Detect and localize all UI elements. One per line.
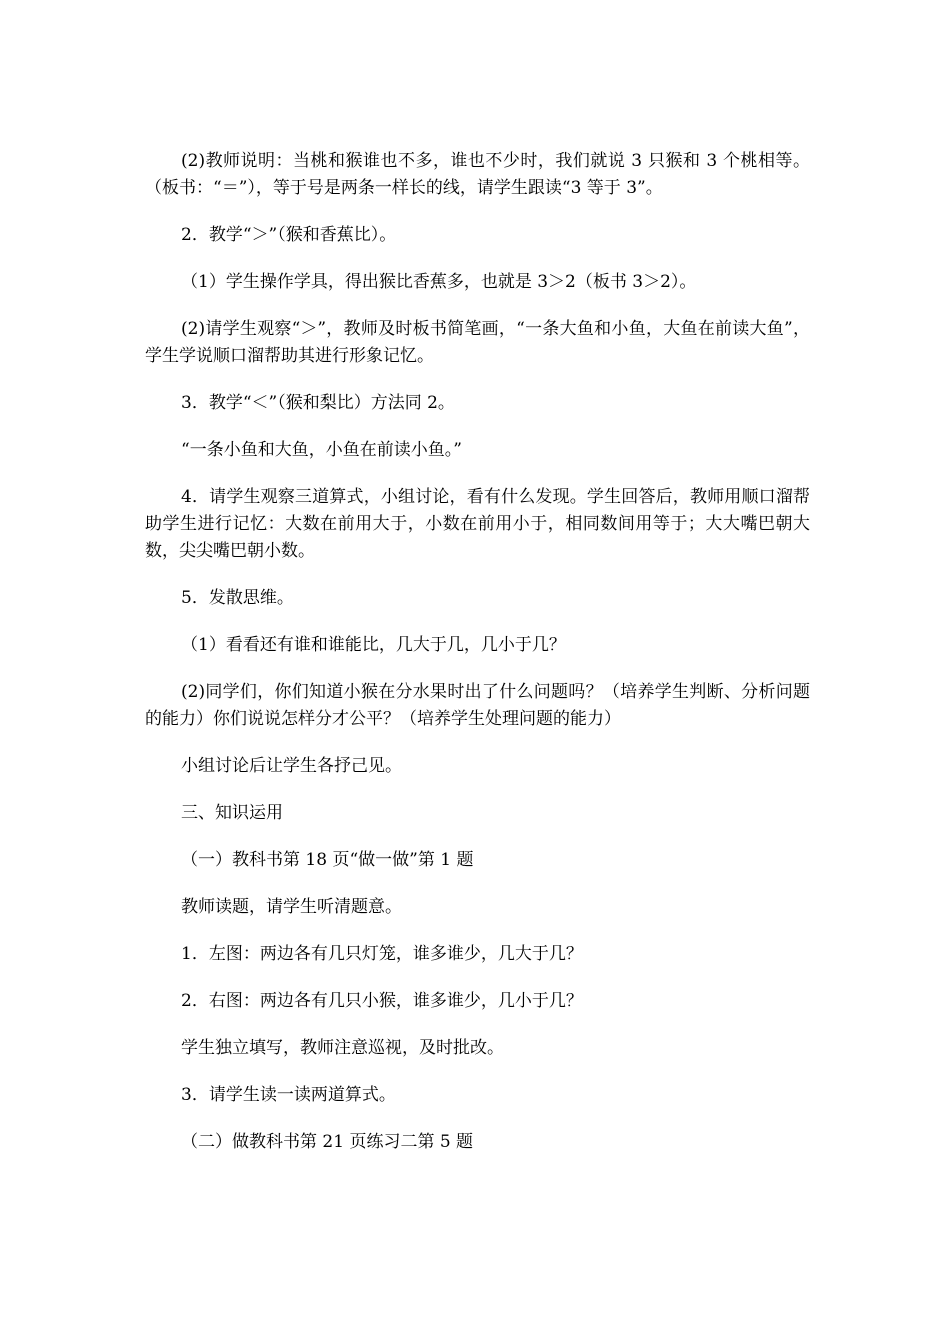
paragraph-small-fish-rhyme: “一条小鱼和大鱼，小鱼在前读小鱼。” — [181, 440, 462, 460]
paragraph-textbook-page-21: （二）做教科书第 21 页练习二第 5 题 — [181, 1132, 474, 1152]
paragraph-observe-three-equations: 4．请学生观察三道算式，小组讨论，看有什么发现。学生回答后，教师用顺口溜帮助学生进行记忆：大数在前用大于，小数在前用小于，相同数间用等于；大大嘴巴朝大数，尖尖嘴巴朝小数。 — [145, 487, 810, 561]
document-page — [145, 148, 810, 1176]
paragraph-textbook-page-18: （一）教科书第 18 页“做一做”第 1 题 — [181, 850, 474, 870]
paragraph-students-operate: （1）学生操作学具，得出猴比香蕉多，也就是 3＞2（板书 3＞2）。 — [181, 272, 697, 292]
paragraph-left-picture: 1．左图：两边各有几只灯笼，谁多谁少，几大于几？ — [181, 944, 583, 964]
paragraph-who-can-compare: （1）看看还有谁和谁能比，几大于几，几小于几？ — [181, 635, 566, 655]
paragraph-observe-greater-symbol: (2)请学生观察“＞”，教师及时板书简笔画，“一条大鱼和小鱼，大鱼在前读大鱼”，学生学说顺口溜帮助其进行形象记忆。 — [145, 319, 810, 366]
paragraph-students-fill-in: 学生独立填写，教师注意巡视，及时批改。 — [181, 1038, 504, 1058]
paragraph-divergent-thinking: 5．发散思维。 — [181, 588, 294, 608]
paragraph-group-discussion: 小组讨论后让学生各抒己见。 — [181, 756, 402, 776]
paragraph-teach-greater-than: 2．教学“＞”（猴和香蕉比）。 — [181, 225, 397, 245]
paragraph-monkey-fruit-question: (2)同学们，你们知道小猴在分水果时出了什么问题吗？（培养学生判断、分析问题的能力）你们说说怎样分才公平？（培养学生处理问题的能力） — [145, 682, 810, 729]
paragraph-right-picture: 2．右图：两边各有几只小猴，谁多谁少，几小于几？ — [181, 991, 583, 1011]
paragraph-teacher-explains-equal: (2)教师说明：当桃和猴谁也不多，谁也不少时，我们就说 3 只猴和 3 个桃相等。（板书：“＝”），等于号是两条一样长的线，请学生跟读“3 等于 3”。 — [145, 151, 810, 198]
section-heading-knowledge-application: 三、知识运用 — [181, 803, 283, 823]
paragraph-read-two-equations: 3．请学生读一读两道算式。 — [181, 1085, 396, 1105]
paragraph-teach-less-than: 3．教学“＜”（猴和梨比）方法同 2。 — [181, 393, 455, 413]
paragraph-teacher-reads-question: 教师读题，请学生听清题意。 — [181, 897, 402, 917]
